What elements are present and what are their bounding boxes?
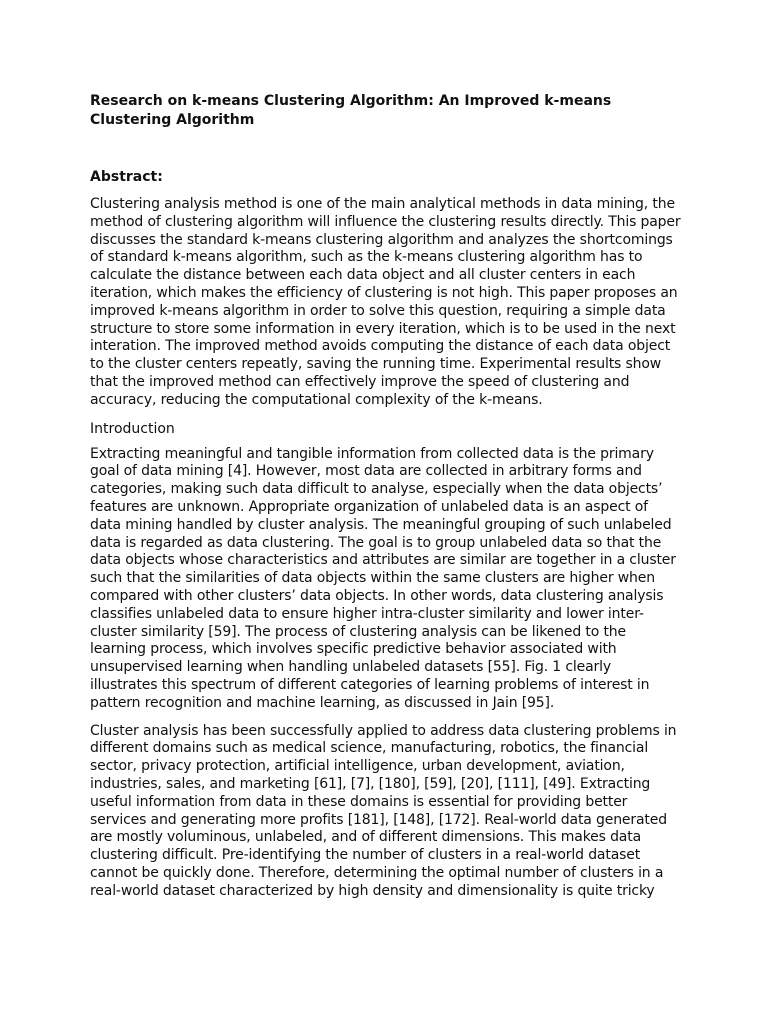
document-title: Research on k-means Clustering Algorithm: An Improved k-means Clustering Algorithm	[90, 93, 612, 128]
introduction-heading: Introduction	[90, 420, 175, 437]
introduction-paragraph-2: Cluster analysis has been successfully applied to address data clustering problems in different domains such as medical science, manufacturing, robotics, the financial sector, privacy protection, artificial intelligence, urban development, aviation, industries, sales, and marketing [61], [7], [180], [59], [20], [111], [49]. Extracting useful information from data in these domains is essential for providing better services and generating more profits [181], [148], [172]. Real-world data generated are mostly voluminous, unlabeled, and of different dimensions. This makes data clustering difficult. Pre-identifying the number of clusters in a real-world dataset cannot be quickly done. Therefore, determining the optimal number of clusters in a real-world dataset characterized by high density and dimensionality is quite tricky	[90, 722, 677, 899]
introduction-paragraph-1: Extracting meaningful and tangible information from collected data is the primary goal of data mining [4]. However, most data are collected in arbitrary forms and categories, making such data difficult to analyse, especially when the data objects’ features are unknown. Appropriate organization of unlabeled data is an aspect of data mining handled by cluster analysis. The meaningful grouping of such unlabeled data is regarded as data clustering. The goal is to group unlabeled data so that the data objects whose characteristics and attributes are similar are together in a cluster such that the similarities of data objects within the same clusters are higher when compared with other clusters’ data objects. In other words, data clustering analysis classifies unlabeled data to ensure higher intra-cluster similarity and lower inter-cluster similarity [59]. The process of clustering analysis can be likened to the learning process, which involves specific predictive behavior associated with unsupervised learning when handling unlabeled datasets [55]. Fig. 1 clearly illustrates this spectrum of different categories of learning problems of interest in pattern recognition and machine learning, as discussed in Jain [95].	[90, 445, 676, 711]
abstract-heading: Abstract:	[90, 169, 163, 185]
abstract-paragraph: Clustering analysis method is one of the main analytical methods in data mining, the method of clustering algorithm will influence the clustering results directly. This paper discusses the standard k-means clustering algorithm and analyzes the shortcomings of standard k-means algorithm, such as the k-means clustering algorithm has to calculate the distance between each data object and all cluster centers in each iteration, which makes the efficiency of clustering is not high. This paper proposes an improved k-means algorithm in order to solve this question, requiring a simple data structure to store some information in every iteration, which is to be used in the next interation. The improved method avoids computing the distance of each data object to the cluster centers repeatly, saving the running time. Experimental results show that the improved method can effectively improve the speed of clustering and accuracy, reducing the computational complexity of the k-means.	[90, 196, 681, 408]
